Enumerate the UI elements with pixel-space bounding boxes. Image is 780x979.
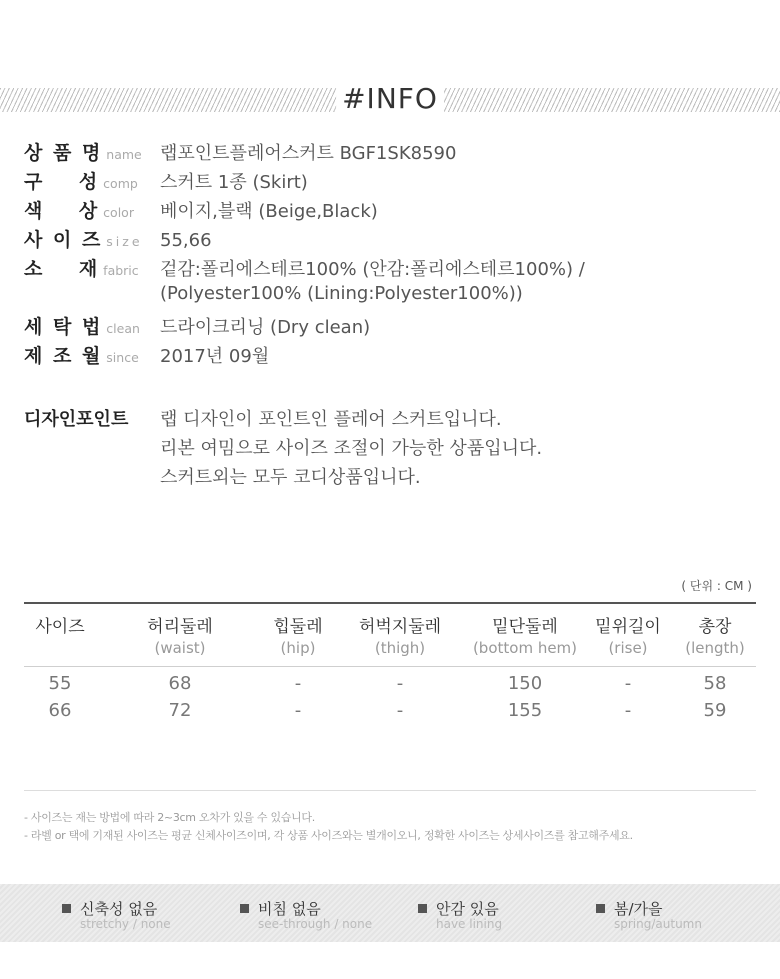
notes-section <box>24 790 756 845</box>
info-label-en: since <box>106 350 139 365</box>
info-value: 베이지,블랙 (Beige,Black) <box>160 201 378 222</box>
info-label: 제 조 월 <box>24 345 103 367</box>
info-label-en: clean <box>106 321 140 336</box>
info-label: 색 상 <box>24 200 100 222</box>
design-point-label: 디자인포인트 <box>24 409 129 430</box>
info-value: 2017년 09월 <box>160 346 270 367</box>
table-cell: - <box>396 673 404 694</box>
header-en: (bottom hem) <box>472 639 578 657</box>
table-cell: 68 <box>168 673 192 694</box>
info-label: 세 탁 법 <box>24 316 103 338</box>
info-row-clean <box>24 312 585 341</box>
table-cell: - <box>624 700 632 721</box>
table-cell: - <box>294 700 302 721</box>
header-en: (thigh) <box>374 639 426 657</box>
info-row-name <box>24 138 585 167</box>
feature-stretch <box>62 898 171 931</box>
info-label: 구 성 <box>24 171 100 193</box>
info-value: (Polyester100% (Lining:Polyester100%)) <box>160 283 523 304</box>
header-en: (rise) <box>608 639 648 657</box>
header-en: (waist) <box>154 639 206 657</box>
table-cell: 150 <box>507 673 543 694</box>
header-en: (hip) <box>280 639 316 657</box>
square-bullet-icon <box>62 904 71 913</box>
design-point-line: 스커트외는 모두 코디상품입니다. <box>160 467 421 488</box>
header-cell-hip <box>264 612 332 666</box>
info-value: 랩포인트플레어스커트 BGF1SK8590 <box>160 143 457 164</box>
table-cell: 58 <box>703 673 727 694</box>
info-section <box>24 138 585 370</box>
header-en: (length) <box>685 639 745 657</box>
features-bar <box>0 884 780 942</box>
square-bullet-icon <box>240 904 249 913</box>
note-line: - 사이즈는 재는 방법에 따라 2~3cm 오차가 있을 수 있습니다. <box>24 811 315 824</box>
table-cell: - <box>396 700 404 721</box>
square-bullet-icon <box>418 904 427 913</box>
header-cell-bottom-hem <box>468 612 582 666</box>
info-row-size <box>24 225 585 254</box>
feature-see-through <box>240 898 372 931</box>
info-value: 55,66 <box>160 230 212 251</box>
info-label: 상 품 명 <box>24 142 103 164</box>
info-label: 사 이 즈 <box>24 229 103 251</box>
table-row <box>24 700 756 727</box>
header-ko: 밑위길이 <box>595 617 661 637</box>
info-value: 겉감:폴리에스테르100% (안감:폴리에스테르100%) / <box>160 259 585 280</box>
design-point-line: 리본 여밈으로 사이즈 조절이 가능한 상품입니다. <box>160 438 543 459</box>
feature-lining <box>418 898 502 931</box>
square-bullet-icon <box>596 904 605 913</box>
header-ko: 힙둘레 <box>273 617 323 637</box>
info-label-en: size <box>106 234 143 249</box>
table-cell: 155 <box>507 700 543 721</box>
feature-sublabel: stretchy / none <box>80 917 171 931</box>
header-cell-waist <box>96 612 264 666</box>
table-cell: 55 <box>48 673 72 694</box>
info-row-color <box>24 196 585 225</box>
info-label: 소 재 <box>24 258 100 280</box>
table-cell: 72 <box>168 700 192 721</box>
feature-season <box>596 898 702 931</box>
header-cell-size <box>24 612 96 666</box>
feature-label: 안감 있음 <box>436 900 499 918</box>
feature-label: 비침 없음 <box>258 900 321 918</box>
table-header <box>24 604 756 666</box>
header-ko: 사이즈 <box>35 617 85 637</box>
table-cell: 66 <box>48 700 72 721</box>
feature-sublabel: have lining <box>436 917 503 931</box>
header-ko: 밑단둘레 <box>492 617 558 637</box>
info-label-en: comp <box>103 176 138 191</box>
header-ko: 허벅지둘레 <box>358 617 442 637</box>
feature-label: 신축성 없음 <box>80 900 158 918</box>
design-point-section <box>24 405 542 492</box>
note-line: - 라벨 or 택에 기재된 사이즈는 평균 신체사이즈이며, 각 상품 사이즈와는 별개이오니, 정확한 사이즈는 상세사이즈를 참고해주세요. <box>24 829 633 842</box>
info-label-en: color <box>103 205 134 220</box>
info-row-since <box>24 341 585 370</box>
table-cell: - <box>294 673 302 694</box>
header-ko: 총장 <box>698 617 732 637</box>
table-body <box>24 667 756 739</box>
table-row <box>24 673 756 700</box>
table-cell: - <box>624 673 632 694</box>
design-point-line: 랩 디자인이 포인트인 플레어 스커트입니다. <box>160 409 502 430</box>
size-unit-label: ( 단위 : CM ) <box>681 579 752 593</box>
page-title: #INFO <box>336 82 444 115</box>
info-row-comp <box>24 167 585 196</box>
info-value: 스커트 1종 (Skirt) <box>160 172 308 193</box>
info-value: 드라이크리닝 (Dry clean) <box>160 317 371 338</box>
feature-sublabel: spring/autumn <box>614 917 702 931</box>
feature-label: 봄/가을 <box>614 900 663 918</box>
header-cell-length <box>674 612 756 666</box>
header-cell-rise <box>582 612 674 666</box>
feature-sublabel: see-through / none <box>258 917 373 931</box>
size-table <box>24 602 756 739</box>
header-ko: 허리둘레 <box>147 617 213 637</box>
info-label-en: name <box>106 147 142 162</box>
design-point-lines <box>160 405 542 492</box>
header-cell-thigh <box>332 612 468 666</box>
table-cell: 59 <box>703 700 727 721</box>
info-label-en: fabric <box>103 263 139 278</box>
info-row-fabric-cont <box>24 283 585 312</box>
info-row-fabric <box>24 254 585 283</box>
